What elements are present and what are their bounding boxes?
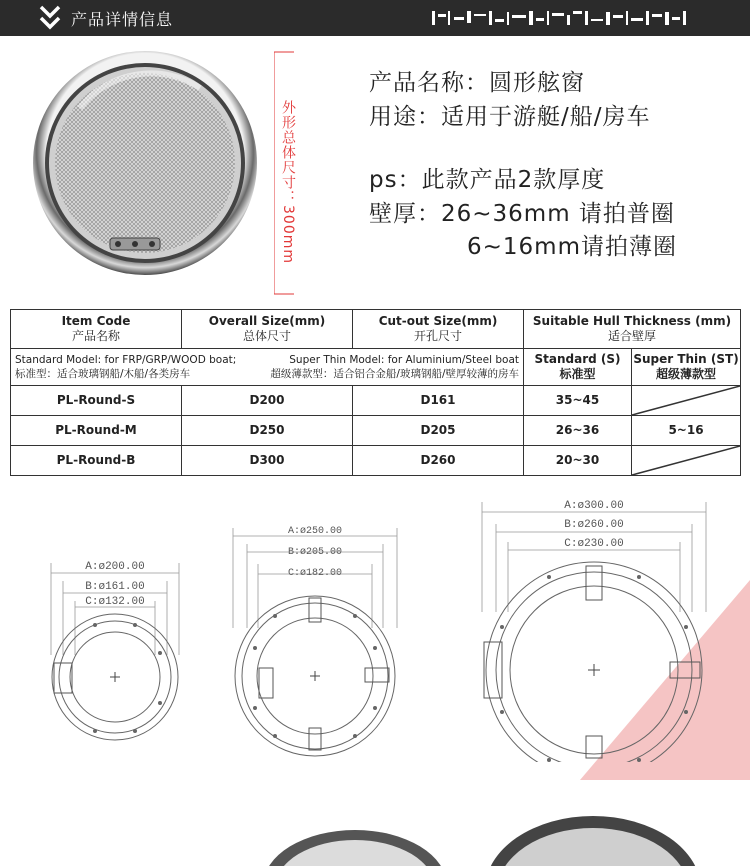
technical-drawing-small: [30, 555, 200, 755]
header-item-code: Item Code 产品名称: [11, 310, 182, 349]
section-header-bar: [0, 0, 750, 36]
standard-thickness: 壁厚：26~36mm 请拍普圈: [369, 201, 675, 227]
cell-standard: 20~30: [524, 446, 632, 476]
dim-c: C:ø230.00: [564, 538, 624, 550]
table-row: [11, 446, 741, 476]
spec-table: [10, 309, 741, 476]
porthole-photo-partial: [478, 812, 708, 866]
section-title: 产品详情信息: [71, 10, 174, 29]
dim-b: B:ø161.00: [85, 581, 145, 593]
subheader-standard: Standard (S) 标准型: [524, 349, 632, 386]
cell-code: PL-Round-M: [11, 416, 182, 446]
cell-overall: D300: [182, 446, 353, 476]
cell-standard: 26~36: [524, 416, 632, 446]
cell-cutout: D205: [353, 416, 524, 446]
table-header-row: [11, 310, 741, 349]
cell-not-applicable: [632, 446, 741, 476]
cell-overall: D250: [182, 416, 353, 446]
cell-thin: 5~16: [632, 416, 741, 446]
cell-code: PL-Round-B: [11, 446, 182, 476]
technical-drawing-medium: [225, 518, 405, 758]
dim-c: C:ø132.00: [85, 596, 145, 608]
cell-code: PL-Round-S: [11, 386, 182, 416]
thin-thickness: 6~16mm请拍薄圈: [467, 234, 677, 260]
thickness-note: ps：此款产品2款厚度: [369, 167, 606, 193]
double-chevron-down-icon: [38, 4, 62, 32]
technical-drawing-large: [474, 492, 714, 762]
cell-overall: D200: [182, 386, 353, 416]
cell-cutout: D161: [353, 386, 524, 416]
dim-a: A:ø200.00: [85, 561, 145, 573]
cell-not-applicable: [632, 386, 741, 416]
header-cutout-size: Cut-out Size(mm) 开孔尺寸: [353, 310, 524, 349]
cell-cutout: D260: [353, 446, 524, 476]
porthole-photo-partial: [255, 826, 455, 866]
header-hull-thickness: Suitable Hull Thickness (mm) 适合壁厚: [524, 310, 741, 349]
product-usage: 用途：适用于游艇/船/房车: [369, 104, 651, 130]
porthole-photo: [30, 48, 260, 278]
decorative-pattern: [432, 9, 690, 27]
model-note: Standard Model: for FRP/GRP/WOOD boat; Super Thin Model: for Aluminium/Steel boat 标准型：适合玻璃钢船/木船/各类房车 超级薄款型：适合铝合金船/玻璃钢船/壁厚较薄的房车: [11, 349, 524, 386]
model-note-row: [11, 349, 741, 386]
header-overall-size: Overall Size(mm) 总体尺寸: [182, 310, 353, 349]
dim-b: B:ø260.00: [564, 519, 624, 531]
cell-standard: 35~45: [524, 386, 632, 416]
table-row: [11, 416, 741, 446]
product-name: 产品名称：圆形舷窗: [369, 70, 585, 96]
subheader-super-thin: Super Thin (ST) 超级薄款型: [632, 349, 741, 386]
table-row: [11, 386, 741, 416]
dim-a: A:ø300.00: [564, 500, 624, 512]
dim-b: B:ø205.00: [287, 547, 343, 558]
dim-c: C:ø182.00: [287, 568, 343, 579]
overall-dimension-label: 外形总体尺寸：300mm: [280, 100, 296, 264]
dim-a: A:ø250.00: [287, 526, 343, 537]
